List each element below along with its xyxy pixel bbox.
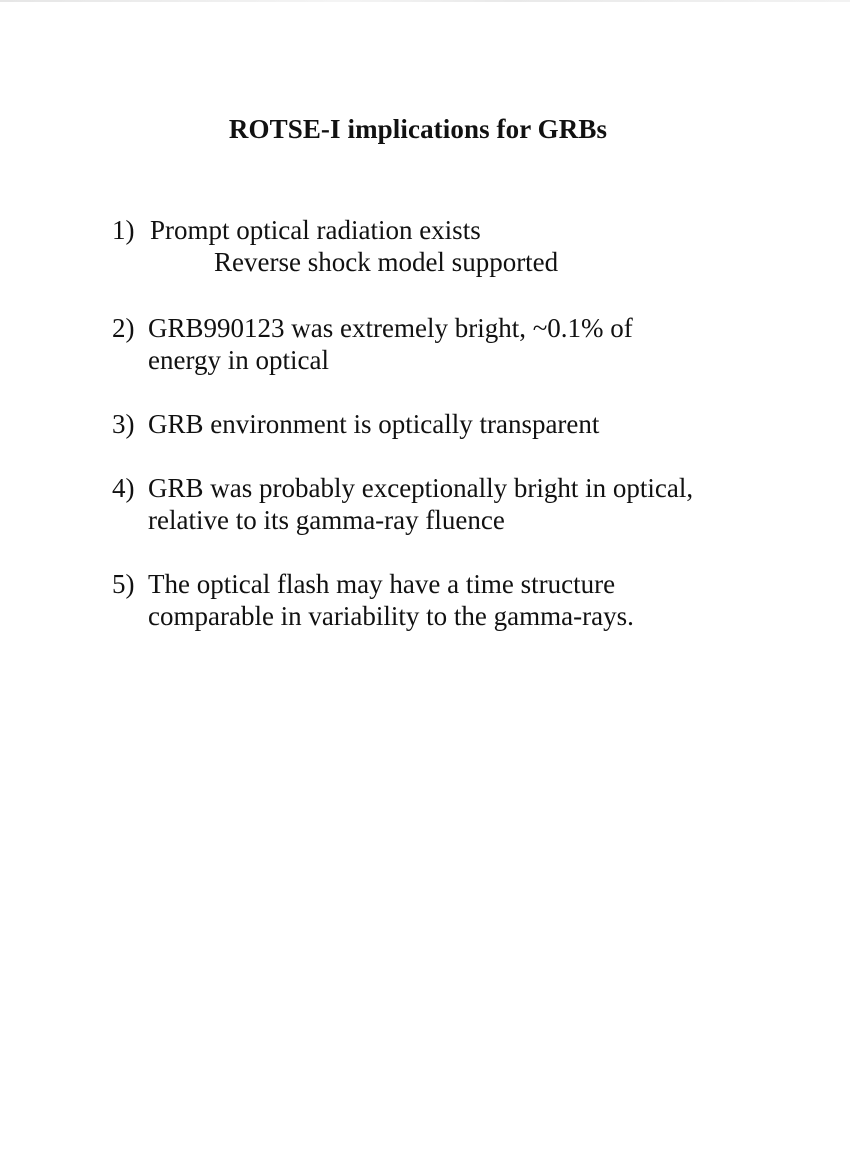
item-number: 4)	[112, 473, 135, 503]
item-text	[148, 312, 633, 376]
item-line: GRB was probably exceptionally bright in optical,	[148, 473, 694, 503]
item-text	[148, 472, 693, 536]
item-line: GRB environment is optically transparent	[148, 409, 600, 439]
item-text	[148, 408, 599, 440]
item-text	[150, 214, 558, 278]
page-title: ROTSE-I implications for GRBs	[228, 114, 608, 144]
item-number: 5)	[112, 569, 135, 599]
item-line: relative to its gamma-ray fluence	[148, 505, 505, 535]
item-number: 2)	[112, 313, 135, 343]
item-text	[148, 568, 634, 632]
item-line: The optical flash may have a time structure	[148, 569, 616, 599]
item-line: Prompt optical radiation exists	[150, 215, 481, 245]
item-line: energy in optical	[148, 345, 329, 375]
scan-top-edge	[0, 0, 850, 2]
item-line: comparable in variability to the gamma-rays.	[148, 601, 634, 631]
item-line: GRB990123 was extremely bright, ~0.1% of	[148, 313, 633, 343]
item-number: 3)	[112, 409, 135, 439]
item-subline: Reverse shock model supported	[214, 247, 559, 277]
item-number: 1)	[112, 215, 135, 245]
